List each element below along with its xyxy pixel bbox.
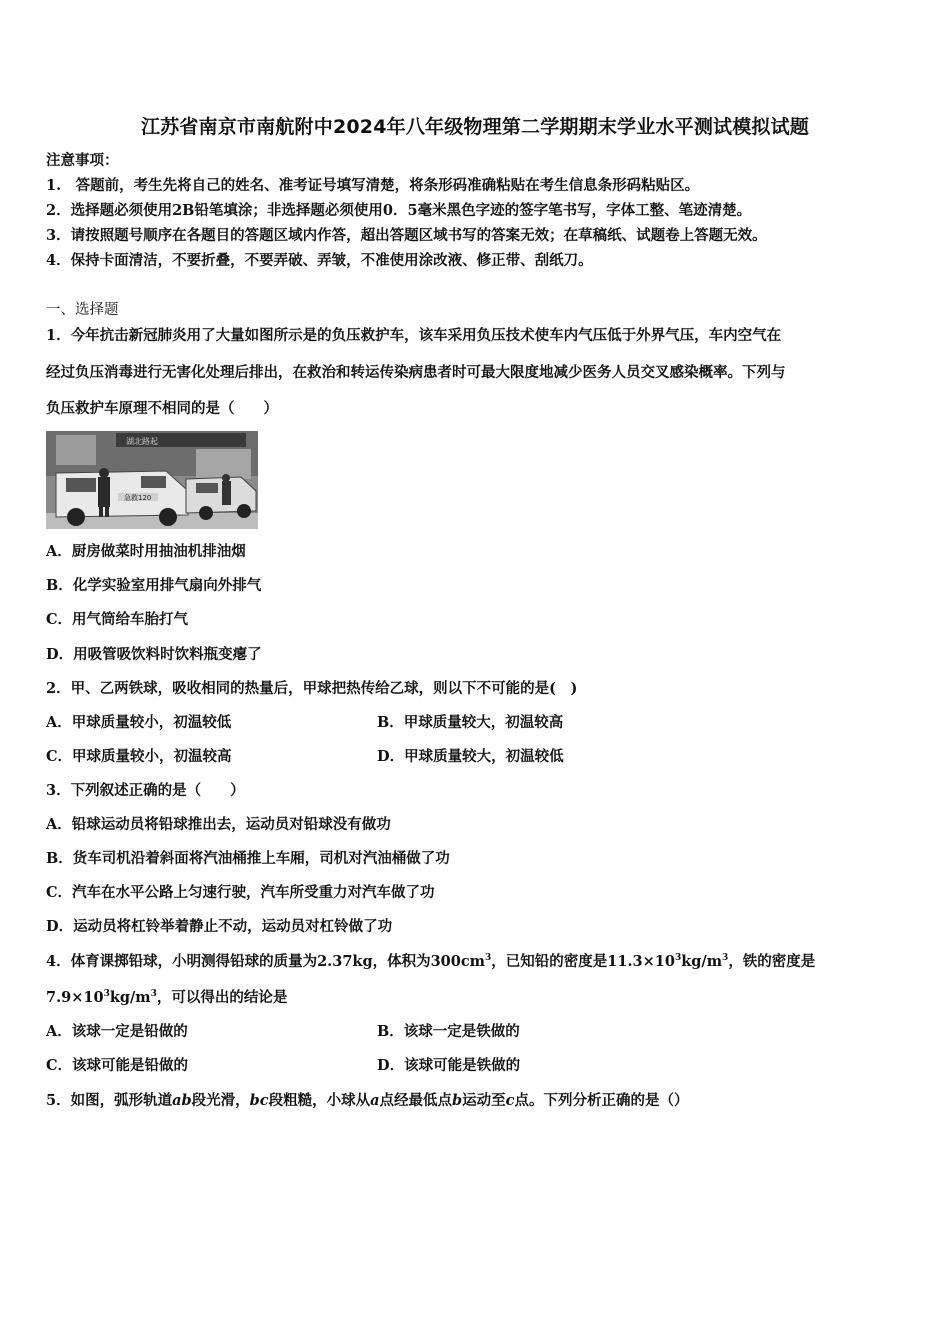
q5-text: 点。下列分析正确的是（） [514, 1092, 689, 1109]
q4-text: ，已知铅的密度是11.3×10 [491, 953, 675, 970]
question-4-option-d: D．该球可能是铁做的 [377, 1057, 521, 1074]
notes-heading: 注意事项： [46, 152, 119, 169]
photo-banner-text: 湖北路起 [126, 437, 158, 446]
question-2-option-c: C．甲球质量较小，初温较高 [46, 748, 232, 765]
q4-exponent: 3 [150, 989, 157, 1000]
q4-text: ，可以得出的结论是 [156, 989, 288, 1006]
q5-variable: a [370, 1092, 380, 1109]
question-2-option-d: D．甲球质量较大，初温较低 [377, 748, 564, 765]
notes-item: 1. 答题前，考生先将自己的姓名、准考证号填写清楚，将条形码准确粘贴在考生信息条形码粘贴区。 [46, 177, 700, 194]
question-3-stem: 3．下列叙述正确的是（ ） [46, 782, 245, 799]
q4-text: kg/m [681, 953, 723, 970]
question-4-stem [46, 952, 815, 972]
q4-exponent: 3 [722, 953, 729, 964]
question-3-option-b: B．货车司机沿着斜面将汽油桶推上车厢，司机对汽油桶做了功 [46, 850, 450, 867]
q5-variable: b [452, 1092, 463, 1109]
q4-text: kg/m [109, 989, 151, 1006]
question-3-option-d: D．运动员将杠铃举着静止不动，运动员对杠铃做了功 [46, 918, 393, 935]
q5-variable: bc [249, 1092, 269, 1109]
q4-text: 7.9×10 [46, 989, 104, 1006]
question-3-option-c: C．汽车在水平公路上匀速行驶，汽车所受重力对汽车做了功 [46, 884, 435, 901]
question-1-option-c: C．用气筒给车胎打气 [46, 611, 189, 628]
q5-text: 段粗糙，小球从 [268, 1092, 371, 1109]
q5-variable: ab [172, 1092, 192, 1109]
q5-text: 5．如图，弧形轨道 [46, 1092, 173, 1109]
ambulance-photo [46, 431, 258, 529]
q4-text: ，铁的密度是 [728, 953, 816, 970]
page-title: 江苏省南京市南航附中2024年八年级物理第二学期期末学业水平测试模拟试题 [140, 116, 810, 138]
notes-item: 2．选择题必须使用2B铅笔填涂；非选择题必须使用0．5毫米黑色字迹的签字笔书写，字体工整、笔迹清楚。 [46, 202, 752, 219]
question-2-option-a: A．甲球质量较小，初温较低 [46, 714, 232, 731]
photo-ambulance-text: 急救120 [124, 494, 152, 502]
question-2-stem: 2．甲、乙两铁球，吸收相同的热量后，甲球把热传给乙球，则以下不可能的是( ) [46, 680, 578, 697]
question-4-stem [46, 988, 287, 1008]
q5-text: 段光滑， [191, 1092, 250, 1109]
q5-text: 运动至 [462, 1092, 506, 1109]
question-3-option-a: A．铅球运动员将铅球推出去，运动员对铅球没有做功 [46, 816, 391, 833]
section-heading: 一、选择题 [46, 302, 119, 318]
question-1-stem: 经过负压消毒进行无害化处理后排出，在救治和转运传染病患者时可最大限度地减少医务人员交叉感染概率。下列与 [46, 364, 786, 381]
question-1-option-a: A．厨房做菜时用抽油机排油烟 [46, 543, 246, 560]
q4-text: 4．体育课掷铅球，小明测得铅球的质量为2.37kg，体积为300cm [46, 953, 486, 970]
question-4-option-c: C．该球可能是铅做的 [46, 1057, 189, 1074]
question-1-option-b: B．化学实验室用排气扇向外排气 [46, 577, 262, 594]
question-5-stem [46, 1091, 689, 1111]
q5-text: 点经最低点 [379, 1092, 453, 1109]
question-4-option-b: B．该球一定是铁做的 [377, 1023, 520, 1040]
notes-item: 3．请按照题号顺序在各题目的答题区域内作答，超出答题区域书写的答案无效；在草稿纸、试题卷上答题无效。 [46, 227, 767, 244]
question-4-option-a: A．该球一定是铅做的 [46, 1023, 188, 1040]
question-1-stem: 1．今年抗击新冠肺炎用了大量如图所示是的负压救护车，该车采用负压技术使车内气压低于外界气压，车内空气在 [46, 327, 782, 344]
q5-variable: c [505, 1092, 515, 1109]
q4-exponent: 3 [103, 989, 110, 1000]
question-2-option-b: B．甲球质量较大，初温较高 [377, 714, 564, 731]
question-1-stem: 负压救护车原理不相同的是（ ） [46, 400, 278, 417]
q4-exponent: 3 [485, 953, 492, 964]
q4-exponent: 3 [674, 953, 682, 964]
notes-item: 4．保持卡面清洁，不要折叠，不要弄破、弄皱，不准使用涂改液、修正带、刮纸刀。 [46, 252, 593, 269]
question-1-option-d: D．用吸管吸饮料时饮料瓶变瘪了 [46, 646, 262, 663]
